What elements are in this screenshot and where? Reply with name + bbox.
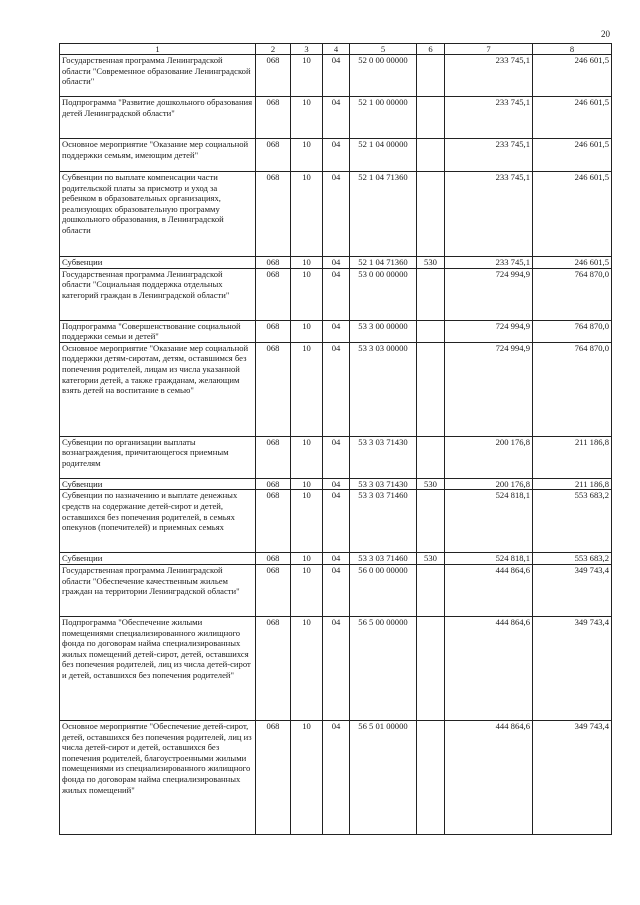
row-ministry-code: 068	[256, 616, 291, 720]
row-name: Основное мероприятие "Оказание мер социальной поддержки семьям, имеющим детей"	[60, 139, 256, 172]
table-row	[60, 320, 612, 342]
table-row	[60, 436, 612, 478]
row-amount-year2: 553 683,2	[533, 553, 612, 565]
column-header: 5	[350, 44, 417, 55]
row-name: Подпрограмма "Развитие дошкольного образования детей Ленинградской области"	[60, 97, 256, 139]
row-amount-year1: 233 745,1	[445, 139, 533, 172]
row-expense-type	[417, 720, 445, 834]
row-subsection: 04	[323, 268, 350, 320]
row-expense-type	[417, 320, 445, 342]
row-amount-year1: 233 745,1	[445, 172, 533, 257]
row-name: Государственная программа Ленинградской области "Социальная поддержка отдельных категорий граждан в Ленинградской области"	[60, 268, 256, 320]
row-section: 10	[291, 720, 323, 834]
row-amount-year1: 524 818,1	[445, 490, 533, 553]
column-header: 6	[417, 44, 445, 55]
row-section: 10	[291, 172, 323, 257]
row-amount-year2: 246 601,5	[533, 172, 612, 257]
row-ministry-code: 068	[256, 490, 291, 553]
table-row	[60, 490, 612, 553]
row-amount-year1: 724 994,9	[445, 342, 533, 436]
row-target-code: 52 1 04 71360	[350, 172, 417, 257]
row-subsection: 04	[323, 564, 350, 616]
row-ministry-code: 068	[256, 564, 291, 616]
row-amount-year1: 233 745,1	[445, 55, 533, 97]
row-amount-year2: 211 186,8	[533, 436, 612, 478]
row-name: Субвенции по назначению и выплате денежных средств на содержание детей-сирот и детей, оставшихся без попечения родителей, в семьях опекунов (попечителей) и приемных семьях	[60, 490, 256, 553]
row-ministry-code: 068	[256, 55, 291, 97]
row-name: Субвенции по организации выплаты вознаграждения, причитающегося приемным родителям	[60, 436, 256, 478]
row-expense-type	[417, 616, 445, 720]
header-row	[60, 44, 612, 55]
row-target-code: 53 3 03 71430	[350, 478, 417, 490]
row-section: 10	[291, 490, 323, 553]
row-ministry-code: 068	[256, 172, 291, 257]
row-target-code: 53 3 03 71430	[350, 436, 417, 478]
row-target-code: 56 5 00 00000	[350, 616, 417, 720]
row-ministry-code: 068	[256, 139, 291, 172]
row-section: 10	[291, 268, 323, 320]
row-target-code: 53 3 03 71460	[350, 553, 417, 565]
table-row	[60, 616, 612, 720]
row-amount-year1: 200 176,8	[445, 478, 533, 490]
table-row	[60, 478, 612, 490]
row-amount-year2: 349 743,4	[533, 564, 612, 616]
row-subsection: 04	[323, 490, 350, 553]
row-expense-type	[417, 172, 445, 257]
column-header: 3	[291, 44, 323, 55]
row-amount-year2: 246 601,5	[533, 55, 612, 97]
row-ministry-code: 068	[256, 320, 291, 342]
row-name: Основное мероприятие "Обеспечение детей-сирот, детей, оставшихся без попечения родителей, лиц из числа детей-сирот и детей, оставшихся без попечения родителей, благоустроенными жилыми помещениями из специализированного жилищного фонда по договорам найма специализированных жилых помещений"	[60, 720, 256, 834]
row-target-code: 53 3 03 00000	[350, 342, 417, 436]
row-ministry-code: 068	[256, 342, 291, 436]
row-expense-type	[417, 97, 445, 139]
row-amount-year1: 524 818,1	[445, 553, 533, 565]
row-target-code: 53 3 00 00000	[350, 320, 417, 342]
row-section: 10	[291, 342, 323, 436]
row-amount-year2: 349 743,4	[533, 720, 612, 834]
row-amount-year2: 211 186,8	[533, 478, 612, 490]
row-expense-type	[417, 564, 445, 616]
row-name: Подпрограмма "Обеспечение жилыми помещениями специализированного жилищного фонда по договорам найма специализированных жилых помещений детей-сирот, детей, оставшихся без попечения родителей, лиц из числа детей-сирот и детей, оставшихся без попечения родителей"	[60, 616, 256, 720]
column-header: 4	[323, 44, 350, 55]
table-row	[60, 139, 612, 172]
row-subsection: 04	[323, 139, 350, 172]
table-row	[60, 97, 612, 139]
row-section: 10	[291, 564, 323, 616]
table-row	[60, 257, 612, 269]
row-target-code: 56 5 01 00000	[350, 720, 417, 834]
row-amount-year2: 246 601,5	[533, 139, 612, 172]
row-name: Субвенции	[60, 257, 256, 269]
row-target-code: 56 0 00 00000	[350, 564, 417, 616]
row-target-code: 52 1 04 00000	[350, 139, 417, 172]
row-target-code: 53 3 03 71460	[350, 490, 417, 553]
row-subsection: 04	[323, 553, 350, 565]
row-expense-type: 530	[417, 257, 445, 269]
row-name: Подпрограмма "Совершенствование социальной поддержки семьи и детей"	[60, 320, 256, 342]
row-expense-type	[417, 436, 445, 478]
row-ministry-code: 068	[256, 257, 291, 269]
row-subsection: 04	[323, 478, 350, 490]
row-name: Субвенции по выплате компенсации части родительской платы за присмотр и уход за ребенком в образовательных организациях, реализующих образовательную программу дошкольного образования, в Ленинградской области	[60, 172, 256, 257]
row-amount-year2: 764 870,0	[533, 268, 612, 320]
row-section: 10	[291, 257, 323, 269]
row-amount-year2: 349 743,4	[533, 616, 612, 720]
row-expense-type	[417, 55, 445, 97]
row-ministry-code: 068	[256, 97, 291, 139]
row-name: Субвенции	[60, 478, 256, 490]
budget-table	[59, 43, 612, 835]
row-section: 10	[291, 436, 323, 478]
row-amount-year2: 764 870,0	[533, 320, 612, 342]
column-header: 7	[445, 44, 533, 55]
column-header: 2	[256, 44, 291, 55]
row-amount-year1: 724 994,9	[445, 268, 533, 320]
row-subsection: 04	[323, 257, 350, 269]
row-amount-year1: 444 864,6	[445, 720, 533, 834]
row-expense-type	[417, 268, 445, 320]
row-section: 10	[291, 139, 323, 172]
row-ministry-code: 068	[256, 478, 291, 490]
row-target-code: 52 1 00 00000	[350, 97, 417, 139]
table-row	[60, 564, 612, 616]
row-section: 10	[291, 320, 323, 342]
row-subsection: 04	[323, 97, 350, 139]
row-amount-year1: 200 176,8	[445, 436, 533, 478]
row-ministry-code: 068	[256, 553, 291, 565]
row-subsection: 04	[323, 436, 350, 478]
table-row	[60, 720, 612, 834]
row-amount-year1: 724 994,9	[445, 320, 533, 342]
row-name: Основное мероприятие "Оказание мер социальной поддержки детям-сиротам, детям, оставшимся без попечения родителей, лицам из числа указанной категории детей, а также гражданам, желающим взять детей на воспитание в семью"	[60, 342, 256, 436]
row-subsection: 04	[323, 320, 350, 342]
row-subsection: 04	[323, 172, 350, 257]
row-expense-type	[417, 490, 445, 553]
table-row	[60, 268, 612, 320]
table-row	[60, 172, 612, 257]
row-name: Государственная программа Ленинградской области "Обеспечение качественным жильем граждан на территории Ленинградской области"	[60, 564, 256, 616]
table-row	[60, 342, 612, 436]
row-amount-year2: 764 870,0	[533, 342, 612, 436]
row-amount-year2: 553 683,2	[533, 490, 612, 553]
row-ministry-code: 068	[256, 436, 291, 478]
row-target-code: 52 0 00 00000	[350, 55, 417, 97]
row-subsection: 04	[323, 342, 350, 436]
column-header: 8	[533, 44, 612, 55]
row-amount-year1: 444 864,6	[445, 564, 533, 616]
page-number: 20	[601, 29, 610, 39]
row-expense-type	[417, 139, 445, 172]
row-expense-type	[417, 342, 445, 436]
row-subsection: 04	[323, 55, 350, 97]
row-amount-year1: 444 864,6	[445, 616, 533, 720]
table-row	[60, 553, 612, 565]
row-section: 10	[291, 97, 323, 139]
row-name: Субвенции	[60, 553, 256, 565]
row-section: 10	[291, 55, 323, 97]
row-expense-type: 530	[417, 478, 445, 490]
row-amount-year1: 233 745,1	[445, 257, 533, 269]
row-section: 10	[291, 616, 323, 720]
table-row	[60, 55, 612, 97]
row-section: 10	[291, 553, 323, 565]
row-expense-type: 530	[417, 553, 445, 565]
row-ministry-code: 068	[256, 268, 291, 320]
row-amount-year1: 233 745,1	[445, 97, 533, 139]
row-section: 10	[291, 478, 323, 490]
row-subsection: 04	[323, 616, 350, 720]
row-name: Государственная программа Ленинградской области "Современное образование Ленинградской области"	[60, 55, 256, 97]
row-amount-year2: 246 601,5	[533, 257, 612, 269]
row-amount-year2: 246 601,5	[533, 97, 612, 139]
table-body	[60, 55, 612, 835]
row-subsection: 04	[323, 720, 350, 834]
column-header: 1	[60, 44, 256, 55]
row-ministry-code: 068	[256, 720, 291, 834]
row-target-code: 53 0 00 00000	[350, 268, 417, 320]
row-target-code: 52 1 04 71360	[350, 257, 417, 269]
